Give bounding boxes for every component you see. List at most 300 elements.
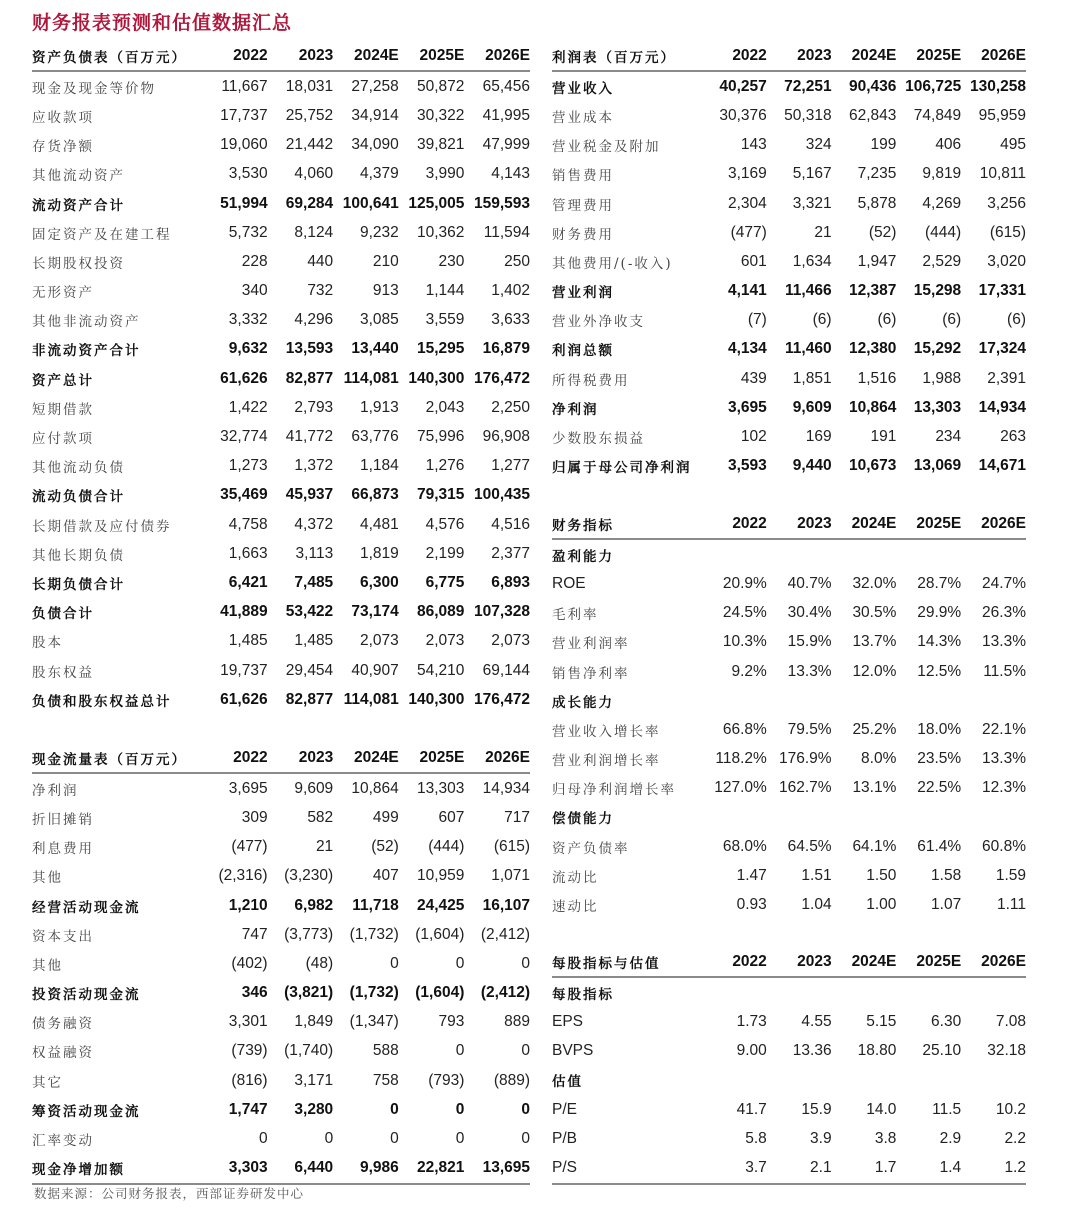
cell-value: 51,994 bbox=[220, 194, 268, 212]
cell-value: (3,773) bbox=[284, 925, 334, 943]
cell-value bbox=[896, 1066, 961, 1095]
cell-value: 0 bbox=[455, 1100, 465, 1118]
year-header: 2025E bbox=[896, 41, 961, 71]
table-row bbox=[32, 218, 530, 247]
cell-value: (2,412) bbox=[480, 925, 530, 943]
cell-value: 0.93 bbox=[736, 896, 767, 914]
cell-value: 1,913 bbox=[359, 398, 399, 416]
row-label: 长期股权投资 bbox=[32, 255, 125, 272]
cell-value: 1.2 bbox=[961, 1153, 1026, 1183]
row-label: 管理费用 bbox=[552, 197, 614, 214]
cell-value: 41,995 bbox=[482, 106, 530, 124]
cell-value: (615) bbox=[493, 838, 530, 856]
cell-value: 40,257 bbox=[719, 77, 767, 95]
cell-value: 6,775 bbox=[425, 573, 465, 591]
cell-value: 18.80 bbox=[857, 1042, 897, 1060]
cell-value: 79,315 bbox=[416, 486, 465, 504]
cell-value: 10,864 bbox=[351, 779, 399, 797]
table-row bbox=[552, 1007, 1026, 1036]
row-label: 每股指标 bbox=[552, 986, 614, 1003]
cell-value: 3.9 bbox=[810, 1129, 832, 1147]
cell-value: 53,422 bbox=[285, 603, 334, 621]
cell-value: 24.5% bbox=[722, 604, 767, 622]
cell-value: 13.36 bbox=[792, 1042, 832, 1060]
cell-value: 4,379 bbox=[359, 165, 399, 183]
cell-value: 0 bbox=[258, 1130, 268, 1148]
cell-value: 14,934 bbox=[978, 398, 1026, 416]
cell-value: 3,113 bbox=[295, 544, 334, 562]
row-label: 负债合计 bbox=[32, 606, 94, 623]
cell-value: 1,210 bbox=[228, 896, 268, 914]
cell-value: 1,273 bbox=[228, 457, 268, 475]
section-row bbox=[552, 977, 1026, 1007]
cell-value bbox=[702, 803, 767, 832]
cell-value: (1,604) bbox=[415, 984, 465, 1002]
cell-value: (2,316) bbox=[218, 867, 268, 885]
row-label: 财务费用 bbox=[552, 226, 614, 243]
year-header: 2024E bbox=[333, 743, 399, 773]
row-label: 利润总额 bbox=[552, 343, 614, 360]
table-row bbox=[32, 189, 530, 218]
cell-value: 0 bbox=[521, 1100, 530, 1118]
cell-value: 25.10 bbox=[922, 1042, 962, 1060]
cell-value: 406 bbox=[935, 136, 962, 154]
cell-value: 1.4 bbox=[896, 1153, 961, 1183]
year-header: 2023 bbox=[767, 947, 832, 977]
cell-value: 499 bbox=[372, 808, 399, 826]
cell-value: 17,324 bbox=[978, 340, 1026, 358]
cell-value: 3,633 bbox=[491, 311, 530, 329]
cell-value: 15.9 bbox=[801, 1100, 832, 1118]
cell-value bbox=[961, 539, 1026, 569]
cell-value: 0 bbox=[521, 1042, 530, 1060]
table-row bbox=[32, 481, 530, 510]
cell-value: 6,421 bbox=[228, 573, 268, 591]
year-header: 2026E bbox=[961, 509, 1026, 539]
cell-value: 95,959 bbox=[978, 106, 1026, 124]
cell-value: 10.2 bbox=[995, 1100, 1026, 1118]
table-row bbox=[552, 306, 1026, 335]
cell-value: 4,060 bbox=[294, 165, 334, 183]
row-label: 资本支出 bbox=[32, 928, 94, 945]
row-label: 长期负债合计 bbox=[32, 576, 125, 593]
balance-sheet-table bbox=[32, 41, 530, 714]
cell-value: (6) bbox=[942, 311, 962, 329]
row-label: ROE bbox=[552, 574, 586, 592]
row-label: 归属于母公司净利润 bbox=[552, 460, 692, 477]
cell-value: (7) bbox=[747, 311, 767, 329]
table-row bbox=[32, 685, 530, 714]
cell-value: 107,328 bbox=[473, 603, 530, 621]
cell-value: 176,472 bbox=[473, 690, 530, 708]
cell-value: 47,999 bbox=[482, 136, 530, 154]
cell-value bbox=[832, 539, 897, 569]
cell-value: 140,300 bbox=[408, 369, 465, 387]
cell-value: 23.5% bbox=[917, 750, 962, 768]
table-row bbox=[32, 1066, 530, 1095]
year-header: 2025E bbox=[896, 509, 961, 539]
row-label: 营业利润增长率 bbox=[552, 753, 661, 770]
cell-value: 41,772 bbox=[285, 428, 334, 446]
cell-value: (52) bbox=[868, 223, 897, 241]
cell-value: 1.73 bbox=[736, 1012, 767, 1030]
table-row bbox=[552, 628, 1026, 657]
cell-value: 143 bbox=[740, 136, 767, 154]
cell-value: (2,412) bbox=[480, 984, 530, 1002]
table-header-row bbox=[32, 41, 530, 71]
cell-value: 10.3% bbox=[722, 633, 767, 651]
table-row bbox=[32, 306, 530, 335]
source-note: 数据来源：公司财务报表，西部证券研发中心 bbox=[34, 1186, 305, 1201]
cell-value bbox=[767, 686, 832, 715]
cell-value bbox=[702, 539, 767, 569]
year-header: 2023 bbox=[268, 41, 334, 71]
cell-value: 13.3% bbox=[982, 633, 1026, 651]
cash-flow-table bbox=[32, 743, 530, 1185]
row-label: 营业利润 bbox=[552, 285, 614, 302]
cell-value: 66,873 bbox=[351, 486, 399, 504]
cell-value: 17,331 bbox=[978, 282, 1026, 300]
table-row bbox=[32, 452, 530, 481]
cell-value: 2,043 bbox=[425, 398, 465, 416]
cell-value: 4,269 bbox=[922, 194, 962, 212]
year-header: 2025E bbox=[896, 947, 961, 977]
row-label: 存货净额 bbox=[32, 139, 94, 156]
cell-value: 230 bbox=[438, 252, 465, 270]
row-label: EPS bbox=[552, 1012, 584, 1030]
cell-value: 7,485 bbox=[294, 573, 334, 591]
table-row bbox=[32, 510, 530, 539]
table-row bbox=[552, 277, 1026, 306]
cell-value: 26.3% bbox=[982, 604, 1026, 622]
cell-value: 106,725 bbox=[905, 77, 962, 95]
cell-value bbox=[832, 686, 897, 715]
cell-value: 4,143 bbox=[491, 165, 530, 183]
cell-value: 29.9% bbox=[917, 604, 962, 622]
cell-value: 30.4% bbox=[787, 604, 832, 622]
year-header: 2023 bbox=[767, 509, 832, 539]
cell-value: 40,907 bbox=[351, 661, 399, 679]
cell-value: 324 bbox=[805, 136, 832, 154]
cell-value: 10,959 bbox=[416, 867, 465, 885]
row-label: 筹资活动现金流 bbox=[32, 1103, 141, 1120]
table-title: 利润表（百万元） bbox=[552, 41, 702, 71]
cell-value: 162.7% bbox=[779, 779, 832, 797]
row-label: 所得税费用 bbox=[552, 372, 630, 389]
year-header: 2024E bbox=[832, 509, 897, 539]
cell-value bbox=[896, 686, 961, 715]
cell-value: 1,819 bbox=[359, 544, 399, 562]
cell-value: 309 bbox=[241, 808, 268, 826]
row-label: 利息费用 bbox=[32, 841, 94, 858]
row-label: BVPS bbox=[552, 1042, 594, 1060]
table-row bbox=[552, 569, 1026, 598]
cell-value: 90,436 bbox=[848, 77, 897, 95]
cell-value: 159,593 bbox=[473, 194, 530, 212]
financial-ratios-table bbox=[552, 509, 1026, 920]
cell-value: 0 bbox=[390, 954, 399, 972]
cell-value: 3,321 bbox=[792, 194, 832, 212]
cell-value: 14.3% bbox=[917, 633, 962, 651]
section-row bbox=[552, 539, 1026, 569]
cell-value: 11,466 bbox=[785, 282, 832, 300]
cell-value: 3,559 bbox=[425, 311, 465, 329]
cell-value: 2,199 bbox=[425, 544, 465, 562]
cell-value: 22,821 bbox=[399, 1154, 465, 1184]
cell-value: 588 bbox=[372, 1042, 399, 1060]
row-label: 营业收入 bbox=[552, 80, 614, 97]
table-row bbox=[32, 131, 530, 160]
cell-value: 3,695 bbox=[228, 779, 268, 797]
cell-value: 5,878 bbox=[857, 194, 897, 212]
cell-value: 29,454 bbox=[285, 661, 334, 679]
table-row bbox=[552, 890, 1026, 919]
year-header: 2025E bbox=[399, 743, 465, 773]
cell-value: 601 bbox=[740, 252, 767, 270]
cell-value: 24,425 bbox=[416, 896, 465, 914]
cell-value: 30,322 bbox=[416, 106, 465, 124]
table-row bbox=[32, 1037, 530, 1066]
row-label: 速动比 bbox=[552, 899, 599, 916]
cell-value: 20.9% bbox=[722, 574, 767, 592]
cell-value: 717 bbox=[504, 808, 530, 826]
cell-value: 346 bbox=[241, 984, 268, 1002]
cell-value: 72,251 bbox=[784, 77, 832, 95]
cell-value: 1,634 bbox=[792, 252, 832, 270]
cell-value: 12,380 bbox=[848, 340, 897, 358]
cell-value: 11.5% bbox=[983, 662, 1026, 680]
cell-value: 10,864 bbox=[848, 398, 897, 416]
cell-value: 125,005 bbox=[408, 194, 465, 212]
cell-value: 913 bbox=[372, 282, 399, 300]
cell-value: 65,456 bbox=[482, 77, 530, 95]
cell-value: (1,347) bbox=[349, 1013, 399, 1031]
table-row bbox=[32, 277, 530, 306]
year-header: 2025E bbox=[399, 41, 465, 71]
cell-value bbox=[832, 1066, 897, 1095]
cell-value: 100,641 bbox=[342, 194, 399, 212]
per-share-valuation-table bbox=[552, 947, 1026, 1185]
table-row bbox=[32, 160, 530, 189]
table-title: 财务指标 bbox=[552, 509, 702, 539]
cell-value: (477) bbox=[730, 223, 767, 241]
year-header: 2022 bbox=[202, 41, 268, 71]
cell-value: 176,472 bbox=[473, 369, 530, 387]
cell-value: 9,232 bbox=[359, 223, 399, 241]
row-label: 其他长期负债 bbox=[32, 547, 125, 564]
cell-value: 4,296 bbox=[294, 311, 334, 329]
cell-value: 24.7% bbox=[982, 574, 1026, 592]
cell-value: 1,988 bbox=[922, 369, 962, 387]
cell-value: 1,144 bbox=[425, 282, 465, 300]
cell-value: 30,376 bbox=[719, 106, 767, 124]
row-label: 其他 bbox=[32, 957, 63, 974]
cell-value: 439 bbox=[740, 369, 767, 387]
cell-value: 13.7% bbox=[852, 633, 897, 651]
table-row bbox=[552, 335, 1026, 364]
cell-value: 582 bbox=[307, 808, 334, 826]
table-row bbox=[32, 539, 530, 568]
table-row bbox=[552, 131, 1026, 160]
row-label: 负债和股东权益总计 bbox=[32, 693, 172, 710]
cell-value: 63,776 bbox=[351, 428, 399, 446]
cell-value: 747 bbox=[241, 925, 268, 943]
cell-value: 22.5% bbox=[917, 779, 962, 797]
row-label: 权益融资 bbox=[32, 1045, 94, 1062]
cell-value: 3,256 bbox=[987, 194, 1026, 212]
cell-value: 62,843 bbox=[848, 106, 897, 124]
cell-value bbox=[896, 977, 961, 1007]
cell-value: 1,485 bbox=[294, 632, 334, 650]
cell-value bbox=[961, 803, 1026, 832]
cell-value: 3,171 bbox=[294, 1071, 334, 1089]
cell-value: 13,303 bbox=[913, 398, 962, 416]
cell-value: 4,516 bbox=[491, 515, 530, 533]
cell-value: 5.15 bbox=[866, 1012, 897, 1030]
cell-value: 2,793 bbox=[294, 398, 334, 416]
cell-value: 17,737 bbox=[220, 106, 268, 124]
row-label: 偿债能力 bbox=[552, 811, 614, 828]
table-header-row bbox=[552, 947, 1026, 977]
cell-value: 15,295 bbox=[416, 340, 465, 358]
row-label: 长期借款及应付债券 bbox=[32, 518, 172, 535]
row-label: 股东权益 bbox=[32, 664, 94, 681]
row-label: 现金净增加额 bbox=[32, 1154, 202, 1184]
row-label: P/S bbox=[552, 1153, 702, 1183]
row-label: 毛利率 bbox=[552, 607, 599, 624]
row-label: 流动资产合计 bbox=[32, 197, 125, 214]
cell-value: 2,250 bbox=[491, 398, 530, 416]
cell-value: 13,593 bbox=[285, 340, 334, 358]
table-header-row bbox=[552, 41, 1026, 71]
cell-value: 13,303 bbox=[416, 779, 465, 797]
row-label: P/E bbox=[552, 1100, 577, 1118]
cell-value: 66.8% bbox=[722, 720, 767, 738]
cell-value: 7.08 bbox=[995, 1012, 1026, 1030]
cell-value: 34,090 bbox=[351, 136, 399, 154]
cell-value: 6,982 bbox=[294, 896, 334, 914]
cell-value: 3,085 bbox=[359, 311, 399, 329]
cell-value: 5,167 bbox=[792, 165, 832, 183]
cell-value: (793) bbox=[428, 1071, 465, 1089]
cell-value: 3,990 bbox=[425, 165, 465, 183]
cell-value: 82,877 bbox=[285, 690, 334, 708]
cell-value: 73,174 bbox=[351, 603, 399, 621]
table-row bbox=[32, 1008, 530, 1037]
cell-value: 0 bbox=[455, 1130, 465, 1148]
cell-value: (444) bbox=[428, 838, 465, 856]
cell-value bbox=[702, 1066, 767, 1095]
cell-value: 3,169 bbox=[728, 165, 767, 183]
table-row bbox=[32, 1154, 530, 1184]
row-label: 其他非流动资产 bbox=[32, 314, 141, 331]
cell-value bbox=[961, 1066, 1026, 1095]
cell-value bbox=[961, 977, 1026, 1007]
cell-value: (6) bbox=[877, 311, 897, 329]
table-row bbox=[552, 189, 1026, 218]
cell-value: 169 bbox=[805, 428, 832, 446]
cell-value: 3,301 bbox=[228, 1013, 268, 1031]
row-label: 营业外净收支 bbox=[552, 314, 645, 331]
cell-value: 11,667 bbox=[221, 77, 268, 95]
cell-value: (3,821) bbox=[284, 984, 334, 1002]
cell-value: 2.9 bbox=[939, 1129, 962, 1147]
cell-value: 18,031 bbox=[285, 77, 334, 95]
row-label: 折旧摊销 bbox=[32, 811, 94, 828]
year-header: 2023 bbox=[767, 41, 832, 71]
cell-value: 12,387 bbox=[848, 282, 897, 300]
table-row bbox=[552, 1095, 1026, 1124]
cell-value: 28.7% bbox=[917, 574, 962, 592]
cell-value: 9,819 bbox=[922, 165, 962, 183]
cell-value: 100,435 bbox=[473, 486, 530, 504]
row-label: 应收款项 bbox=[32, 109, 94, 126]
cell-value bbox=[767, 977, 832, 1007]
table-row bbox=[32, 656, 530, 685]
cell-value: 3,303 bbox=[202, 1154, 268, 1184]
cell-value: 61,626 bbox=[220, 690, 268, 708]
cell-value: 407 bbox=[372, 867, 399, 885]
cell-value: 1.59 bbox=[995, 866, 1026, 884]
cell-value: 68.0% bbox=[722, 837, 767, 855]
row-label: 盈利能力 bbox=[552, 548, 614, 565]
cell-value: 41.7 bbox=[736, 1100, 767, 1118]
cell-value: 0 bbox=[521, 954, 530, 972]
row-label: 其他流动负债 bbox=[32, 460, 125, 477]
row-label: 营业利润率 bbox=[552, 636, 630, 653]
table-row bbox=[552, 422, 1026, 451]
cell-value: 12.5% bbox=[917, 662, 962, 680]
section-row bbox=[552, 803, 1026, 832]
cell-value: 889 bbox=[504, 1013, 530, 1031]
table-row bbox=[32, 1095, 530, 1124]
table-title: 每股指标与估值 bbox=[552, 947, 702, 977]
table-row bbox=[32, 598, 530, 627]
cell-value: 250 bbox=[504, 252, 530, 270]
cell-value: 2.1 bbox=[767, 1153, 832, 1183]
cell-value: 263 bbox=[1000, 428, 1026, 446]
cell-value: 234 bbox=[935, 428, 962, 446]
cell-value: (1,740) bbox=[284, 1042, 334, 1060]
cell-value: 13.3% bbox=[787, 662, 832, 680]
table-header-row bbox=[552, 509, 1026, 539]
row-label: 股本 bbox=[32, 635, 63, 652]
cell-value: 3,280 bbox=[294, 1100, 334, 1118]
cell-value: 3,020 bbox=[987, 252, 1026, 270]
cell-value: 9,440 bbox=[792, 457, 832, 475]
cell-value: 34,914 bbox=[351, 106, 399, 124]
cell-value: 41,889 bbox=[220, 603, 268, 621]
cell-value: 2,377 bbox=[491, 544, 530, 562]
year-header: 2026E bbox=[464, 41, 530, 71]
cell-value: 45,937 bbox=[285, 486, 334, 504]
table-row bbox=[552, 1124, 1026, 1153]
cell-value: 7,235 bbox=[857, 165, 897, 183]
cell-value: 19,060 bbox=[220, 136, 268, 154]
cell-value: 21,442 bbox=[285, 136, 334, 154]
table-row bbox=[552, 832, 1026, 861]
cell-value: 10,811 bbox=[979, 165, 1026, 183]
cell-value: 75,996 bbox=[416, 428, 465, 446]
cell-value: (6) bbox=[1007, 311, 1026, 329]
cell-value: 1,747 bbox=[228, 1100, 268, 1118]
table-row bbox=[32, 979, 530, 1008]
cell-value: 0 bbox=[390, 1100, 399, 1118]
row-label: 少数股东损益 bbox=[552, 431, 645, 448]
row-label: 短期借款 bbox=[32, 401, 94, 418]
table-row bbox=[552, 247, 1026, 276]
cell-value: 4,758 bbox=[228, 515, 268, 533]
